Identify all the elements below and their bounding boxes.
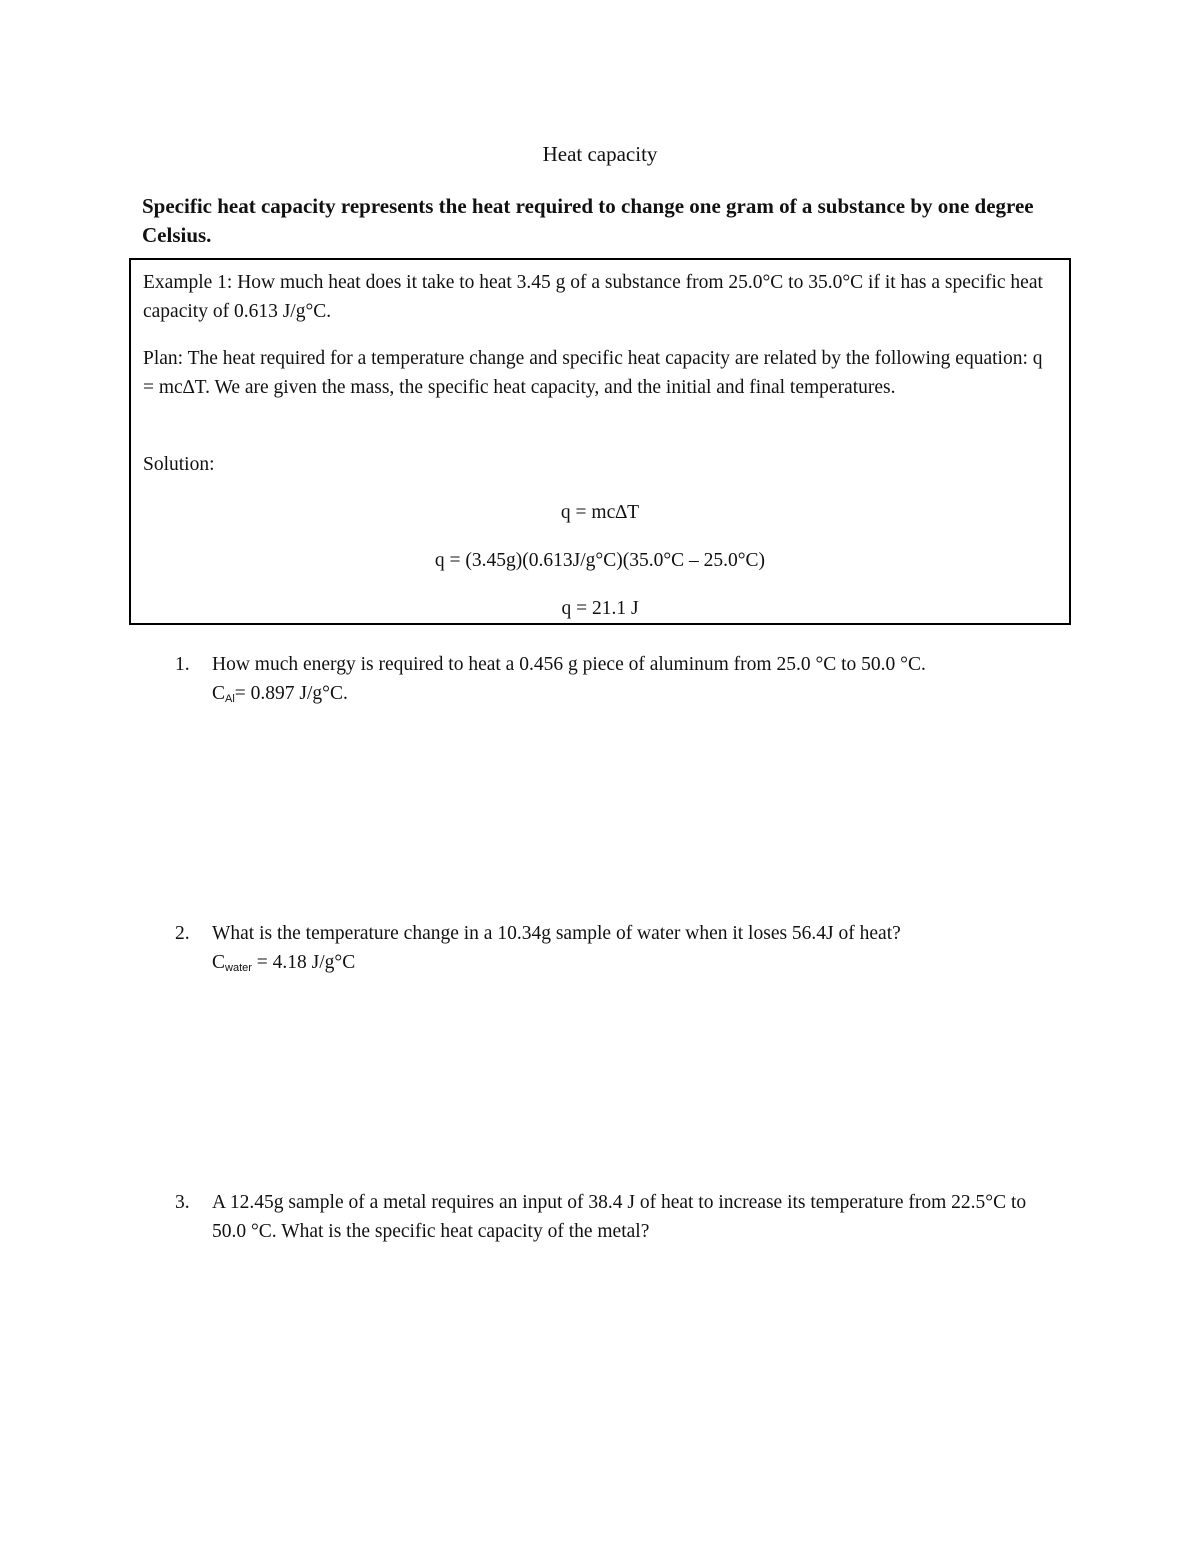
constant-value: = 4.18 J/g°C: [251, 952, 356, 973]
constant-value: = 0.897 J/g°C.: [234, 683, 348, 704]
question-number: 3.: [175, 1192, 190, 1213]
constant-subscript: Al: [225, 693, 235, 705]
question-text: What is the temperature change in a 10.34g sample of water when it loses 56.4J of heat?: [212, 923, 901, 944]
equation-formula: q = mc∆T: [560, 502, 640, 523]
example-plan: Plan: The heat required for a temperature change and specific heat capacity are related by the following equation: q = mc∆T. We are given the mass, the specific heat capacity, and the initial and final temperatures.: [143, 348, 1043, 398]
question-text: How much energy is required to heat a 0.456 g piece of aluminum from 25.0 °C to 50.0 °C.: [212, 654, 926, 675]
question-2: [175, 919, 1055, 980]
question-3: [175, 1188, 1055, 1246]
question-number: 2.: [175, 923, 190, 944]
page-title: Heat capacity: [542, 142, 658, 166]
constant-symbol: C: [212, 683, 226, 704]
example-solution-label: Solution:: [143, 454, 215, 475]
specific-heat-constant: [212, 948, 1055, 980]
constant-symbol: C: [212, 952, 226, 973]
question-number: 1.: [175, 654, 190, 675]
example-box: [129, 258, 1071, 625]
intro-definition: Specific heat capacity represents the heat required to change one gram of a substance by one degree Celsius.: [142, 194, 1034, 247]
specific-heat-constant: [212, 679, 1055, 711]
equation-substitution: q = (3.45g)(0.613J/g°C)(35.0°C – 25.0°C): [434, 550, 766, 571]
question-text: A 12.45g sample of a metal requires an input of 38.4 J of heat to increase its temperature from 22.5°C to 50.0 °C. What is the specific heat capacity of the metal?: [212, 1192, 1027, 1242]
equation-result: q = 21.1 J: [561, 598, 639, 619]
example-problem: Example 1: How much heat does it take to heat 3.45 g of a substance from 25.0°C to 35.0°C if it has a specific heat capacity of 0.613 J/g°C.: [143, 272, 1043, 322]
question-1: [175, 650, 1055, 711]
constant-subscript: water: [225, 962, 252, 974]
